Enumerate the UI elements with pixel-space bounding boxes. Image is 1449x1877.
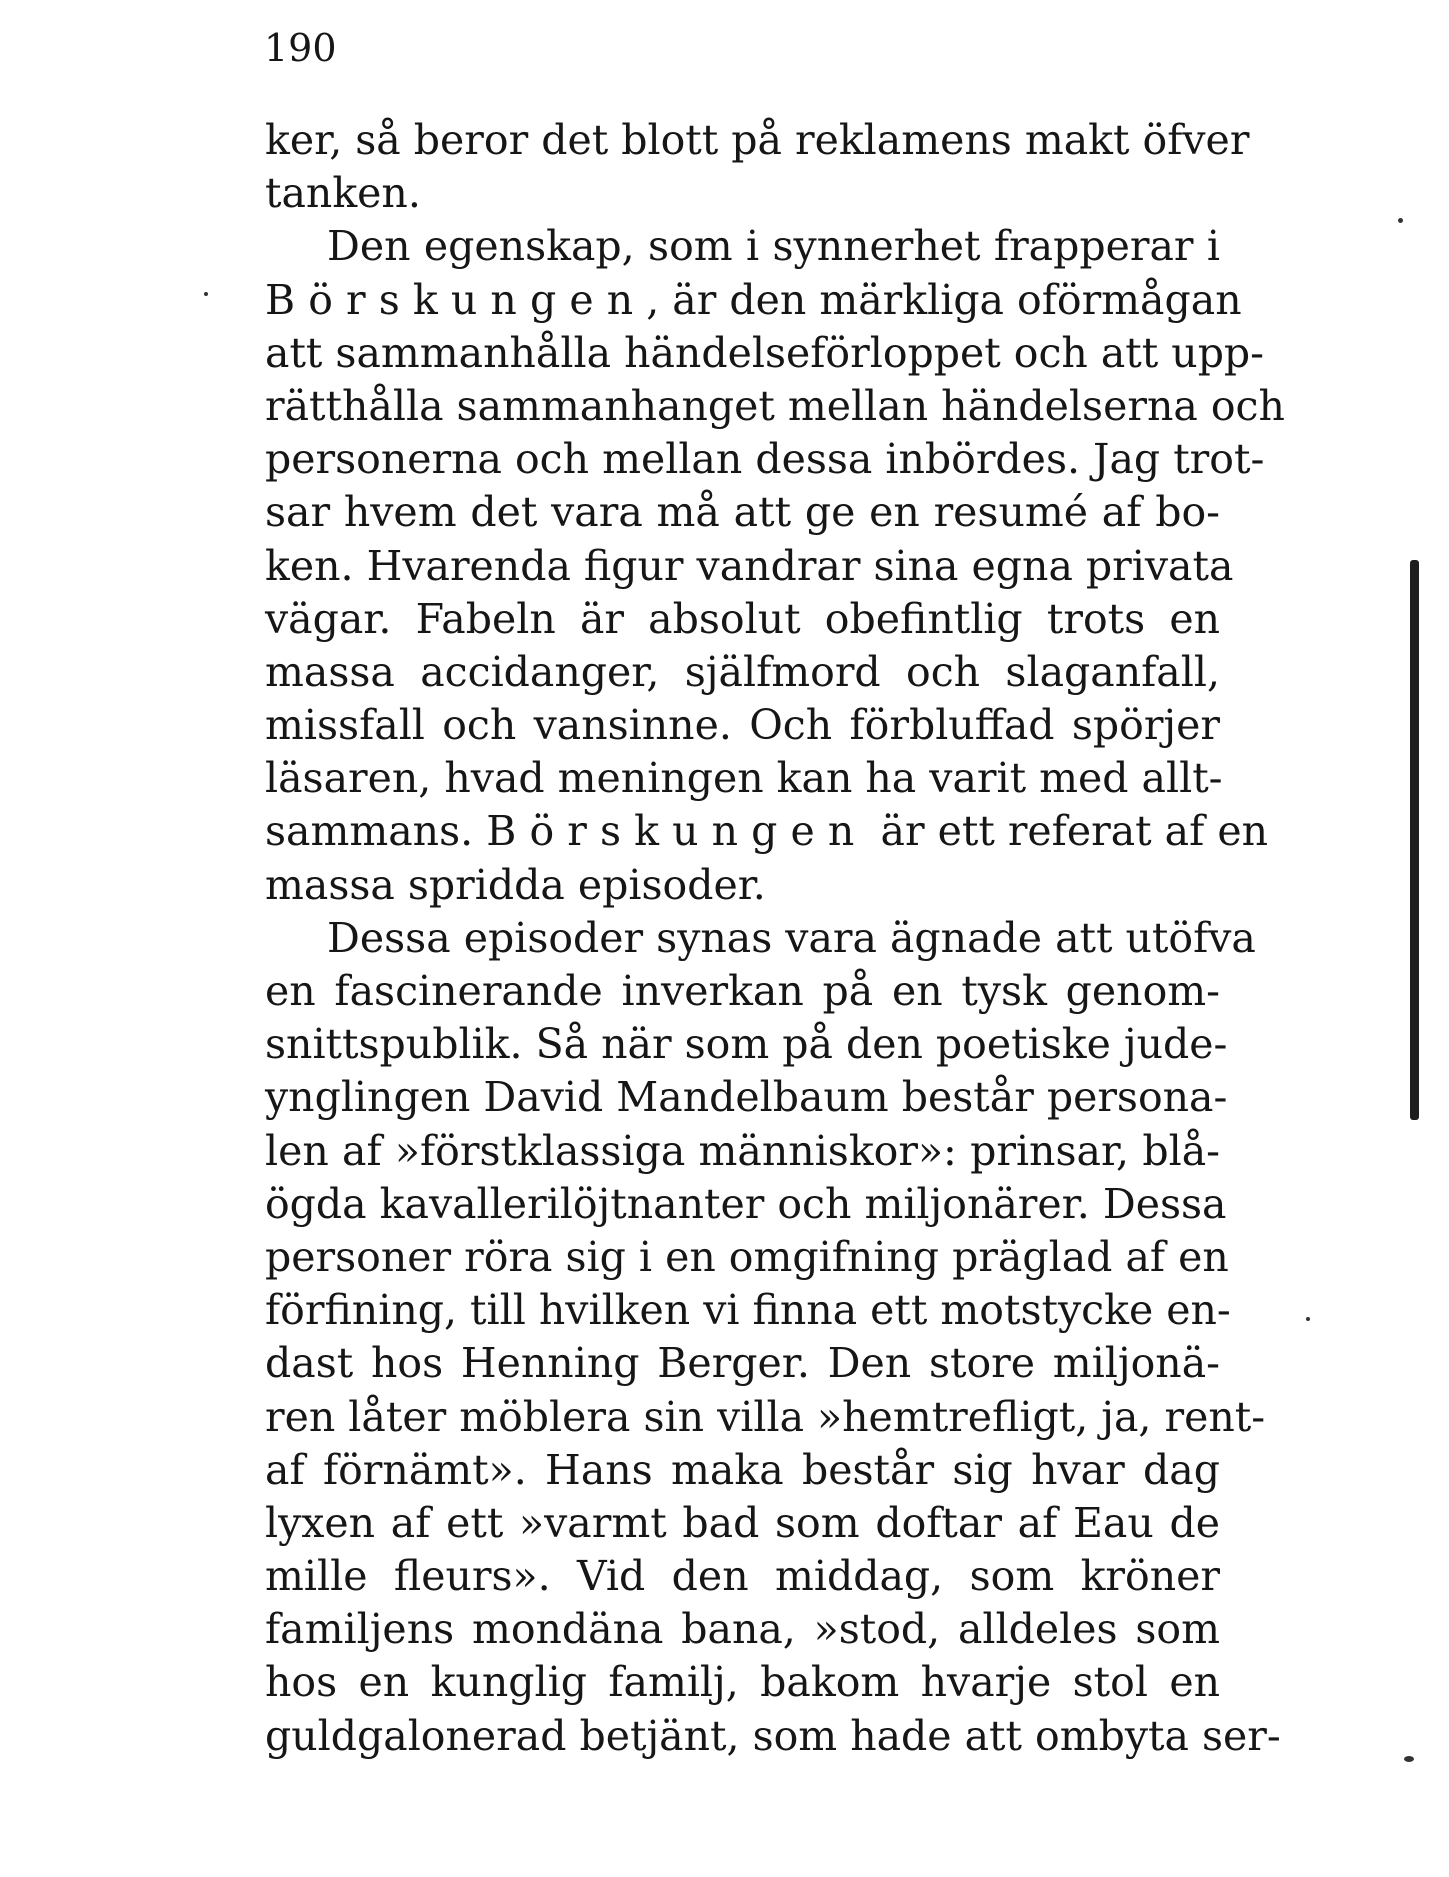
book-title-emphasis: Börskungen [265, 275, 647, 324]
binding-edge-mark [1410, 560, 1419, 1120]
paragraph-start-line: Dessa episoder synas vara ägnade att utöfva [327, 913, 1256, 962]
text-line: len af »förstklassiga människor»: prinsar, blå- [265, 1126, 1220, 1175]
text-line: läsaren, hvad meningen kan ha varit med allt- [265, 754, 1223, 803]
text-line: snittspublik. Så när som på den poetiske jude- [265, 1020, 1228, 1069]
text-line: ynglingen David Mandelbaum består persona- [265, 1073, 1228, 1122]
text-line: ren låter möblera sin villa »hemtrefligt, ja, rent- [265, 1392, 1266, 1441]
text-line: lyxen af ett »varmt bad som doftar af Eau de [265, 1498, 1220, 1547]
text-line: ögda kavallerilöjtnanter och miljonärer. Dessa [265, 1179, 1227, 1228]
text-line: en fascinerande inverkan på en tysk genom- [265, 967, 1220, 1015]
text-line: massa spridda episoder. [265, 860, 766, 909]
text-line: ken. Hvarenda figur vandrar sina egna privata [265, 541, 1234, 590]
text-line: tanken. [265, 169, 421, 218]
book-title-emphasis: Börskungen [486, 807, 868, 856]
text-line: personerna och mellan dessa inbördes. Jag trot- [265, 435, 1265, 484]
text-line: massa accidanger, själfmord och slaganfall, [265, 647, 1220, 696]
text-line: hos en kunglig familj, bakom hvarje stol en [265, 1658, 1220, 1707]
text-line: mille fleurs». Vid den middag, som kröner [265, 1552, 1220, 1601]
text-line: ker, så beror det blott på reklamens makt öfver [265, 116, 1250, 164]
page-number: 190 [264, 26, 337, 70]
paragraph-start-line: Den egenskap, som i synnerhet frapperar i [327, 222, 1220, 271]
print-speck [1404, 1756, 1414, 1762]
text-line: af förnämt». Hans maka består sig hvar dag [265, 1445, 1220, 1494]
text-line: vägar. Fabeln är absolut obefintlig trots en [265, 594, 1220, 643]
text-line: dast hos Henning Berger. Den store miljonä- [265, 1339, 1220, 1388]
text-line: familjens mondäna bana, »stod, alldeles som [265, 1605, 1220, 1654]
text-line: sar hvem det vara må att ge en resumé af bo- [265, 488, 1220, 537]
print-speck [1306, 1317, 1310, 1321]
text-line: sammans. Börskungen är ett referat af en [265, 807, 1268, 856]
text-line: att sammanhålla händelseförloppet och att upp- [265, 328, 1265, 377]
text-line: missfall och vansinne. Och förbluffad spörjer [265, 701, 1220, 750]
text-line: guldgalonerad betjänt, som hade att ombyta ser- [265, 1711, 1281, 1760]
print-speck [204, 292, 208, 296]
text-line: förfining, till hvilken vi finna ett motstycke en- [265, 1286, 1231, 1335]
print-speck [1398, 218, 1403, 223]
text-line: Börskungen, är den märkliga oförmågan [265, 275, 1242, 324]
text-line: personer röra sig i en omgifning präglad af en [265, 1232, 1229, 1281]
body-text [265, 114, 1285, 1763]
text-line: rätthålla sammanhanget mellan händelserna och [265, 381, 1285, 430]
